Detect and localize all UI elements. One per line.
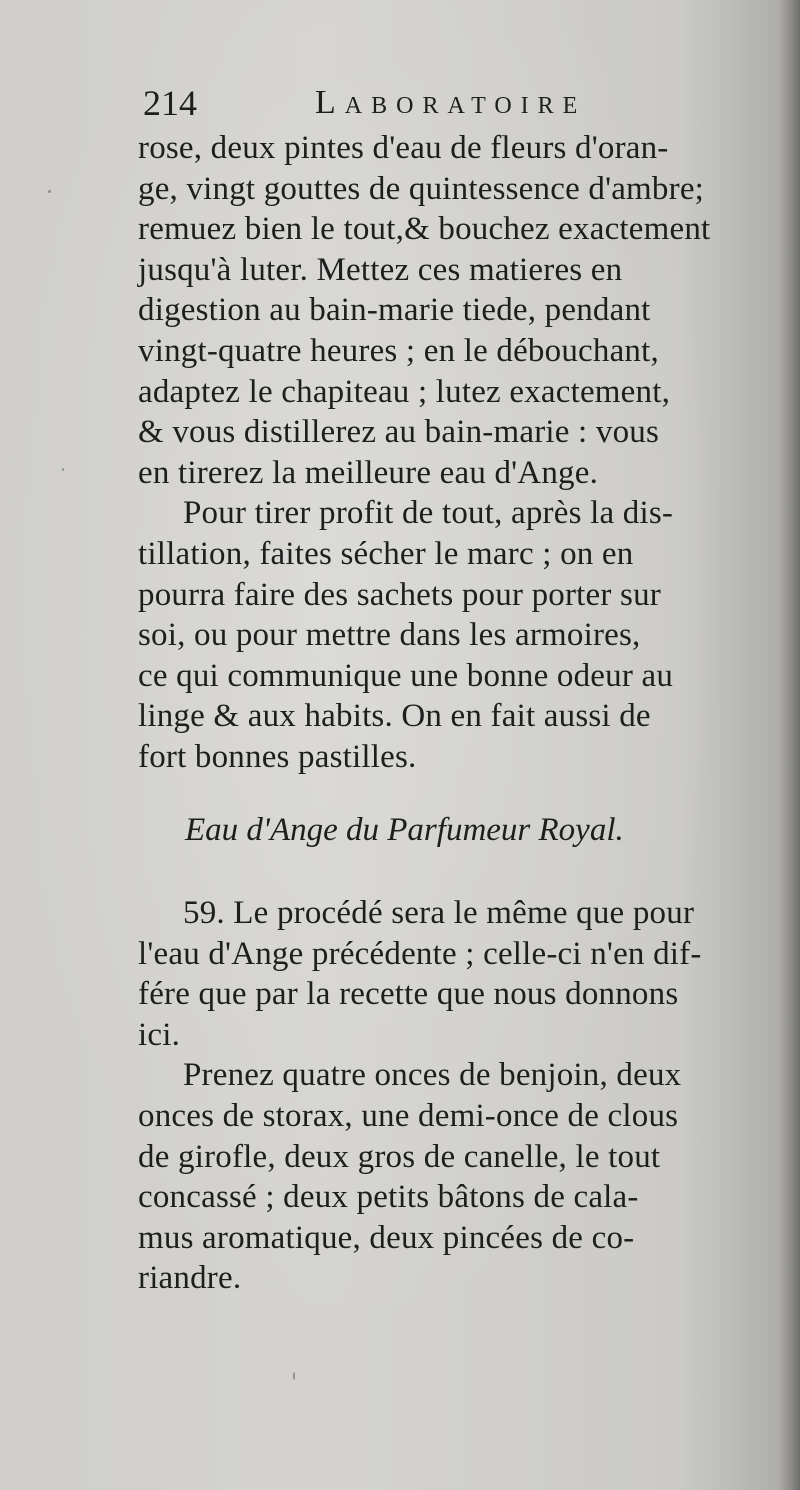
text-line: riandre.: [138, 1260, 242, 1297]
paragraph-3: [138, 893, 780, 1055]
text-line: rose, deux pintes d'eau de fleurs d'oran-: [138, 130, 669, 166]
text-line: en tirerez la meilleure eau d'Ange.: [138, 454, 599, 491]
text-line: ici.: [138, 1016, 181, 1053]
page-number: 214: [143, 83, 197, 123]
text-block-bottom: [138, 893, 780, 1299]
paper-speck: [62, 468, 64, 471]
text-line: mus aromatique, deux pincées de co-: [138, 1219, 635, 1256]
page-gutter-shadow: [778, 0, 800, 1490]
text-line: ce qui communique une bonne odeur au: [138, 657, 674, 694]
text-line: concassé ; deux petits bâtons de cala-: [138, 1179, 639, 1216]
text-line: onces de storax, une demi-once de clous: [138, 1097, 679, 1134]
text-line: Prenez quatre onces de benjoin, deux: [183, 1057, 682, 1094]
text-line: remuez bien le tout,& bouchez exactement: [138, 211, 711, 248]
text-line: de girofle, deux gros de canelle, le tout: [138, 1138, 661, 1175]
running-head: Laboratoire: [315, 84, 587, 121]
paper-speck: [293, 1372, 295, 1380]
text-line: linge & aux habits. On en fait aussi de: [138, 698, 651, 735]
text-block-top: [138, 128, 780, 778]
text-line: 59. Le procédé sera le même que pour: [183, 895, 695, 931]
paragraph-1: [138, 128, 780, 493]
text-line: fére que par la recette que nous donnons: [138, 976, 679, 1013]
text-line: l'eau d'Ange précédente ; celle-ci n'en dif-: [138, 935, 702, 972]
text-line: digestion au bain-marie tiede, pendant: [138, 292, 651, 329]
paragraph-4: [138, 1055, 780, 1299]
text-line: pourra faire des sachets pour porter sur: [138, 576, 661, 613]
text-line: & vous distillerez au bain-marie : vous: [138, 414, 660, 451]
text-line: jusqu'à luter. Mettez ces matieres en: [138, 251, 623, 288]
text-line: fort bonnes pastilles.: [138, 738, 417, 775]
text-line: tillation, faites sécher le marc ; on en: [138, 535, 634, 572]
section-heading: Eau d'Ange du Parfumeur Royal.: [185, 812, 624, 848]
paper-speck: [48, 190, 51, 193]
page-header: [143, 78, 683, 128]
paragraph-2: [138, 493, 780, 777]
text-line: Pour tirer profit de tout, après la dis-: [183, 495, 674, 532]
text-line: vingt-quatre heures ; en le débouchant,: [138, 332, 659, 369]
text-line: soi, ou pour mettre dans les armoires,: [138, 617, 641, 654]
text-line: ge, vingt gouttes de quintessence d'ambre;: [138, 170, 705, 207]
text-line: adaptez le chapiteau ; lutez exactement,: [138, 373, 671, 410]
